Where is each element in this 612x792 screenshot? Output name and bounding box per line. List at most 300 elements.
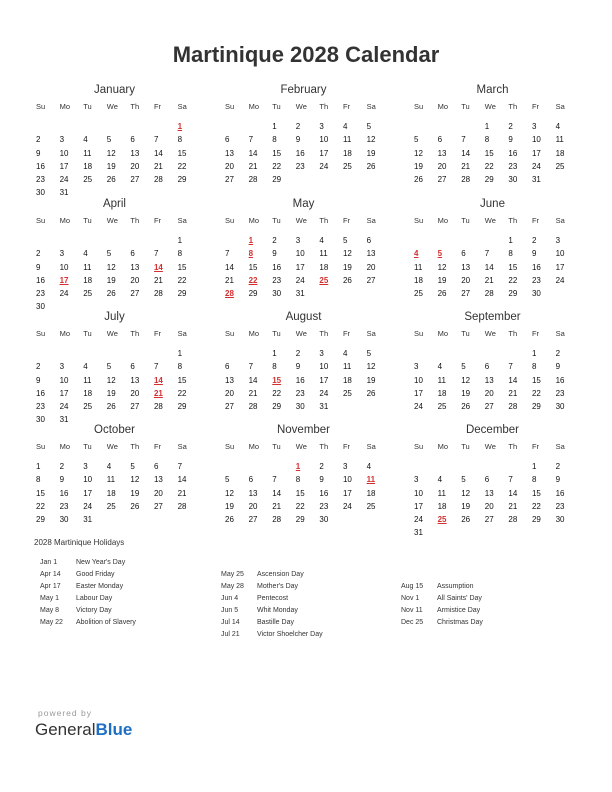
month-grid	[223, 440, 384, 526]
day: 27	[153, 501, 163, 511]
day: 2	[555, 349, 561, 358]
weekday-header: Fr	[153, 216, 162, 225]
day: 22	[272, 388, 282, 398]
day: 20	[484, 388, 494, 398]
day: 28	[508, 515, 518, 525]
weekday-header: Su	[225, 329, 235, 338]
weekday-header: Su	[36, 216, 46, 225]
weekday-header: Tu	[461, 329, 470, 338]
weekday-header: Su	[414, 216, 424, 225]
day: 18	[83, 161, 93, 171]
empty-day	[247, 347, 271, 360]
weekday-header: Sa	[555, 442, 565, 451]
day: 2	[295, 349, 301, 358]
day: 22	[177, 275, 187, 285]
day: 27	[130, 289, 140, 299]
day: 30	[36, 415, 45, 425]
day: 11	[106, 475, 116, 485]
day: 28	[484, 289, 494, 299]
holiday-name: Bastille Day	[257, 619, 294, 626]
weekday-header: Fr	[342, 216, 351, 225]
day: 9	[36, 375, 41, 385]
day: 10	[83, 475, 93, 485]
day: 20	[153, 488, 163, 498]
month-name: October	[94, 424, 135, 436]
day: 27	[484, 515, 494, 525]
weekday-header: We	[106, 329, 118, 338]
weekday-header: Su	[225, 442, 235, 451]
day: 24	[59, 402, 69, 412]
day: 7	[177, 462, 183, 471]
day: 24	[555, 275, 565, 285]
brand-blue: Blue	[95, 720, 133, 739]
weekday-header: Fr	[531, 442, 540, 451]
day: 11	[83, 148, 92, 158]
empty-day	[270, 460, 294, 473]
month-grid	[223, 327, 384, 413]
weekday-header: Th	[319, 102, 329, 111]
day: 7	[153, 135, 159, 145]
empty-day	[152, 347, 176, 360]
weekday-header: Sa	[366, 216, 376, 225]
holiday-row	[221, 593, 323, 605]
day: 15	[484, 148, 494, 158]
day: 1	[272, 122, 277, 131]
weekday-header: Fr	[342, 442, 351, 451]
weekday-header: Sa	[555, 329, 565, 338]
empty-day	[506, 460, 530, 473]
day: 7	[248, 362, 254, 372]
weekday-header: Su	[225, 216, 235, 225]
weekday-header: We	[106, 442, 118, 451]
day: 23	[555, 388, 565, 398]
day: 31	[319, 402, 329, 412]
day: 31	[295, 289, 305, 299]
day: 26	[106, 402, 116, 412]
weekday-header: Mo	[59, 329, 71, 338]
day: 4	[342, 349, 348, 358]
day: 9	[295, 135, 301, 145]
weekday-header: Tu	[83, 442, 92, 451]
holiday-date: Jul 21	[221, 631, 240, 638]
holiday-row	[221, 569, 323, 581]
day: 3	[414, 362, 419, 372]
day: 10	[555, 249, 565, 259]
month-october	[34, 422, 195, 526]
day: 20	[225, 161, 234, 171]
day: 19	[437, 275, 447, 285]
day: 26	[366, 161, 376, 171]
day: 31	[59, 188, 69, 198]
weekday-header: We	[106, 102, 118, 111]
day: 18	[437, 501, 447, 511]
day: 18	[106, 488, 116, 498]
day: 23	[319, 501, 329, 511]
weekday-header: We	[484, 216, 496, 225]
day: 19	[342, 262, 352, 272]
day: 22	[484, 161, 494, 171]
day: 5	[366, 349, 372, 358]
day: 9	[319, 475, 324, 485]
day: 5	[106, 249, 112, 259]
weekday-header: Fr	[342, 329, 351, 338]
empty-day	[412, 347, 436, 360]
day: 19	[461, 501, 471, 511]
month-may	[223, 196, 384, 300]
day: 12	[366, 362, 376, 372]
day: 31	[59, 415, 69, 425]
month-name: November	[276, 424, 331, 436]
weekday-header: Th	[130, 329, 140, 338]
day: 24	[59, 289, 69, 299]
day: 21	[272, 501, 282, 511]
day: 10	[319, 362, 329, 372]
empty-day	[459, 460, 483, 473]
holiday-day: 17	[59, 275, 69, 285]
empty-day	[128, 120, 152, 133]
day: 6	[225, 135, 230, 145]
day: 29	[177, 175, 187, 185]
empty-day	[483, 234, 507, 247]
day: 3	[59, 135, 65, 145]
weekday-header: Th	[508, 102, 518, 111]
day: 12	[461, 488, 471, 498]
holiday-name: Good Friday	[76, 571, 115, 578]
month-december	[412, 422, 573, 540]
day: 2	[36, 362, 41, 372]
month-name: January	[94, 84, 135, 96]
weekday-header: Fr	[531, 329, 540, 338]
weekday-header: Mo	[248, 216, 260, 225]
day: 5	[106, 135, 112, 145]
day: 19	[366, 148, 376, 158]
holiday-day: 25	[437, 515, 447, 525]
day: 23	[508, 161, 518, 171]
empty-day	[34, 120, 58, 133]
day: 30	[36, 302, 45, 312]
day: 13	[437, 148, 447, 158]
empty-day	[152, 120, 176, 133]
holiday-row	[40, 593, 136, 605]
holiday-name: All Saints' Day	[437, 595, 482, 602]
day: 31	[531, 175, 541, 185]
holiday-name: New Year's Day	[76, 559, 126, 566]
weekday-header: Mo	[437, 102, 449, 111]
day: 26	[342, 275, 352, 285]
day: 28	[248, 402, 258, 412]
day: 25	[83, 289, 93, 299]
empty-day	[223, 347, 247, 360]
empty-day	[81, 120, 105, 133]
day: 22	[177, 388, 187, 398]
day: 5	[461, 362, 466, 372]
empty-day	[247, 460, 271, 473]
day: 3	[342, 462, 348, 471]
day: 30	[295, 402, 305, 412]
day: 6	[461, 249, 466, 259]
weekday-header: We	[106, 216, 118, 225]
day: 23	[531, 275, 541, 285]
day: 20	[130, 161, 140, 171]
day: 15	[531, 488, 541, 498]
holiday-row	[401, 605, 483, 617]
weekday-header: We	[295, 216, 307, 225]
month-june	[412, 196, 573, 300]
day: 8	[272, 135, 277, 145]
day: 30	[319, 515, 329, 525]
holiday-row	[221, 617, 323, 629]
day: 11	[414, 262, 423, 272]
day: 6	[248, 475, 254, 485]
weekday-header: Tu	[83, 329, 92, 338]
empty-day	[247, 120, 271, 133]
weekday-header: Mo	[59, 216, 71, 225]
holiday-row	[221, 629, 323, 641]
day: 6	[130, 362, 135, 372]
month-grid	[34, 440, 195, 526]
empty-day	[152, 234, 176, 247]
holiday-day: 25	[319, 275, 329, 285]
weekday-header: Su	[225, 102, 235, 111]
day: 18	[319, 262, 329, 272]
holiday-name: Victor Shoelcher Day	[257, 631, 323, 638]
day: 9	[531, 249, 537, 259]
day: 7	[248, 135, 254, 145]
day: 10	[295, 249, 305, 259]
day: 2	[59, 462, 65, 471]
day: 22	[531, 501, 541, 511]
weekday-header: Th	[130, 442, 140, 451]
day: 3	[319, 122, 324, 131]
day: 7	[153, 362, 159, 372]
day: 25	[83, 175, 93, 185]
weekday-header: Su	[36, 442, 46, 451]
weekday-header: Mo	[437, 329, 449, 338]
day: 9	[555, 475, 561, 485]
day: 4	[437, 475, 443, 485]
month-name: February	[280, 84, 327, 96]
weekday-header: Fr	[153, 102, 162, 111]
month-grid	[412, 327, 573, 413]
day: 16	[531, 262, 541, 272]
day: 13	[484, 375, 494, 385]
weekday-header: Fr	[531, 216, 540, 225]
day: 27	[484, 402, 494, 412]
day: 22	[272, 161, 282, 171]
weekday-header: Sa	[555, 216, 565, 225]
empty-day	[459, 347, 483, 360]
day: 18	[83, 275, 93, 285]
empty-day	[34, 234, 58, 247]
empty-day	[105, 234, 129, 247]
day: 27	[225, 402, 234, 412]
day: 27	[366, 275, 376, 285]
weekday-header: We	[484, 102, 496, 111]
day: 16	[59, 488, 69, 498]
weekday-header: Su	[414, 102, 424, 111]
holiday-day: 1	[177, 122, 183, 131]
day: 23	[36, 175, 45, 185]
weekday-header: Mo	[248, 329, 260, 338]
month-grid	[34, 327, 195, 427]
holiday-day: 28	[225, 289, 234, 299]
holiday-name: Pentecost	[257, 595, 289, 602]
holiday-day: 11	[366, 475, 376, 485]
weekday-header: Th	[319, 442, 329, 451]
day: 28	[272, 515, 282, 525]
empty-day	[436, 347, 460, 360]
day: 3	[531, 122, 537, 131]
day: 2	[272, 236, 277, 245]
day: 25	[366, 501, 376, 511]
month-name: July	[104, 311, 125, 323]
day: 26	[437, 289, 447, 299]
day: 19	[366, 375, 376, 385]
day: 15	[248, 262, 258, 272]
empty-day	[412, 120, 436, 133]
day: 31	[83, 515, 93, 525]
holiday-date: Aug 15	[401, 583, 424, 590]
holiday-name: Mother's Day	[257, 583, 299, 590]
holiday-date: May 25	[221, 571, 244, 578]
day: 21	[484, 275, 494, 285]
day: 4	[437, 362, 443, 372]
day: 3	[83, 462, 88, 471]
day: 30	[531, 289, 541, 299]
month-grid	[223, 214, 384, 300]
day: 28	[248, 175, 258, 185]
holiday-row	[221, 605, 323, 617]
day: 22	[295, 501, 305, 511]
day: 2	[555, 462, 561, 471]
weekday-header: Tu	[83, 102, 92, 111]
day: 23	[272, 275, 282, 285]
day: 16	[508, 148, 518, 158]
day: 11	[342, 135, 352, 145]
day: 13	[461, 262, 471, 272]
weekday-header: Th	[130, 102, 140, 111]
weekday-header: We	[295, 329, 307, 338]
empty-day	[506, 347, 530, 360]
empty-day	[105, 120, 129, 133]
month-name: June	[480, 198, 505, 210]
day: 17	[342, 488, 352, 498]
holiday-date: May 22	[40, 619, 63, 626]
day: 24	[531, 161, 541, 171]
day: 5	[130, 462, 135, 471]
day: 19	[225, 501, 234, 511]
day: 1	[272, 349, 277, 358]
empty-day	[459, 234, 483, 247]
day: 7	[225, 249, 230, 259]
month-name: September	[464, 311, 521, 323]
holiday-day: 14	[153, 375, 163, 385]
weekday-header: Th	[508, 216, 518, 225]
day: 6	[130, 135, 135, 145]
month-grid	[34, 214, 195, 314]
day: 17	[319, 375, 329, 385]
day: 4	[366, 462, 372, 471]
day: 29	[508, 289, 518, 299]
holiday-day: 21	[153, 388, 163, 398]
day: 23	[295, 161, 305, 171]
day: 6	[437, 135, 443, 145]
day: 6	[225, 362, 230, 372]
day: 17	[295, 262, 305, 272]
day: 5	[366, 122, 372, 131]
month-september	[412, 309, 573, 413]
day: 17	[414, 388, 423, 398]
day: 31	[414, 528, 423, 538]
day: 15	[272, 148, 282, 158]
day: 14	[461, 148, 471, 158]
empty-day	[128, 234, 152, 247]
day: 18	[555, 148, 565, 158]
weekday-header: Mo	[437, 216, 449, 225]
day: 10	[414, 488, 423, 498]
month-april	[34, 196, 195, 314]
day: 9	[59, 475, 65, 485]
holiday-day: 15	[272, 375, 282, 385]
empty-day	[412, 234, 436, 247]
month-grid	[412, 440, 573, 540]
empty-day	[128, 347, 152, 360]
day: 6	[484, 362, 490, 372]
day: 3	[295, 236, 301, 245]
day: 22	[531, 388, 541, 398]
day: 22	[36, 501, 45, 511]
month-february	[223, 82, 384, 186]
empty-day	[483, 460, 507, 473]
holiday-date: Apr 17	[40, 583, 61, 590]
month-name: August	[285, 311, 322, 323]
day: 21	[153, 161, 163, 171]
month-grid	[412, 214, 573, 300]
holiday-name: Assumption	[437, 583, 474, 590]
weekday-header: Sa	[177, 442, 187, 451]
empty-day	[483, 347, 507, 360]
day: 3	[555, 236, 561, 245]
day: 8	[36, 475, 41, 485]
holiday-date: May 8	[40, 607, 60, 614]
day: 16	[36, 388, 45, 398]
day: 15	[36, 488, 45, 498]
day: 28	[508, 402, 518, 412]
day: 12	[106, 375, 116, 385]
day: 23	[295, 388, 305, 398]
day: 12	[106, 148, 116, 158]
day: 14	[177, 475, 187, 485]
day: 27	[225, 175, 234, 185]
day: 2	[295, 122, 301, 131]
brand-logo[interactable]	[35, 720, 132, 740]
day: 6	[484, 475, 490, 485]
holiday-row	[40, 581, 136, 593]
holiday-day: 1	[248, 236, 254, 245]
day: 10	[59, 262, 69, 272]
empty-day	[436, 460, 460, 473]
day: 17	[59, 161, 69, 171]
day: 9	[36, 148, 41, 158]
holidays-title: 2028 Martinique Holidays	[34, 538, 125, 547]
holiday-name: Christmas Day	[437, 619, 483, 626]
day: 30	[272, 289, 282, 299]
day: 1	[531, 349, 537, 358]
day: 18	[414, 275, 423, 285]
weekday-header: Tu	[461, 442, 470, 451]
day: 16	[555, 488, 565, 498]
holiday-row	[401, 617, 483, 629]
